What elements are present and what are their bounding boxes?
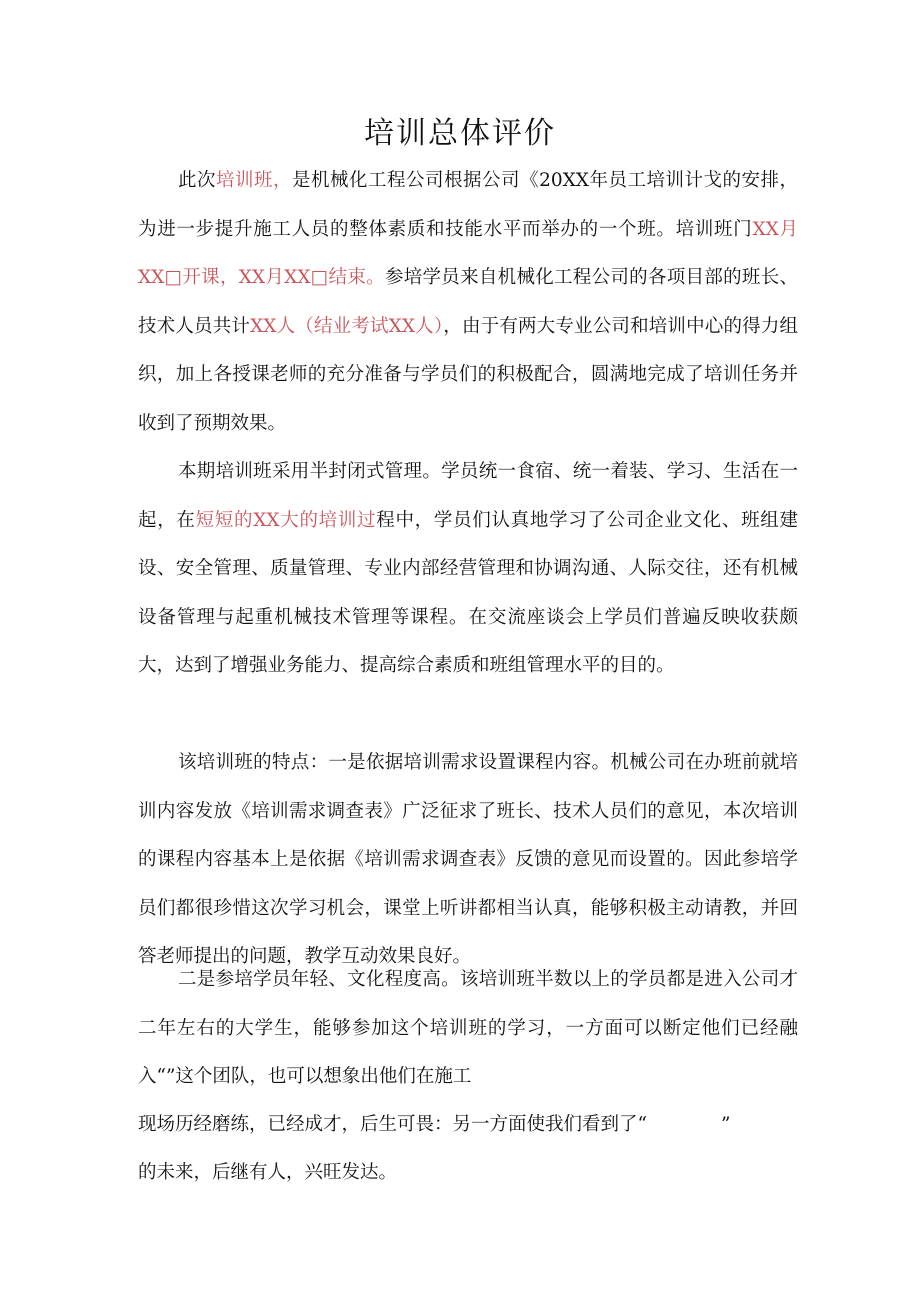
para1-highlight-1: 培训班， — [216, 170, 293, 191]
paragraph-students-line-3: 的未来，后继有人，兴旺发达。 — [138, 1162, 398, 1183]
para2-text-1: 本期培训班采用半封闭式管理。学员统一食宿、统一着装、学习、生活在一起，在 — [138, 461, 798, 531]
para2-text-2: 程中，学员们认真地学习了公司企业文化、班组建设、安全管理、质量管理、专业内部经营管理和协调沟通、人际交往，还有机械设备管理与起重机械技术管理等课程。在交流座谈会上学员们普遍反映收获颇大，达到了增强业务能力、提高综合素质和班组管理水平的目的。 — [138, 509, 798, 676]
paragraph-intro — [138, 157, 798, 448]
para2-highlight-1: 短短的XX大的培训过 — [195, 509, 377, 531]
paragraph-management — [138, 448, 798, 691]
paragraph-features: 该培训班的特点：一是依据培训需求设置课程内容。机械公司在办班前就培训内容发放《培训需求调查表》广泛征求了班长、技术人员们的意见，本次培训的课程内容基本上是依据《培训需求调查表》反馈的意见而设置的。因此参培学员们都很珍惜这次学习机会，课堂上听讲都相当认真，能够积极主动请教，并回答老师提出的问题，教学互动效果良好。 — [138, 752, 798, 967]
para1-text-1: 此次 — [178, 170, 217, 191]
para1-highlight-3: XX人（结业考试XX人） — [250, 315, 444, 337]
paragraph-students-line-2: 现场历经磨练，已经成才，后生可畏：另一方面使我们看到了“ ” — [138, 1114, 731, 1135]
para1-highlight-2: XX月XX□开课，XX月XX□结束。 — [138, 218, 798, 288]
paragraph-students: 二是参培学员年轻、文化程度高。该培训班半数以上的学员都是进入公司才二年左右的大学生，能够参加这个培训班的学习，一方面可以断定他们已经融入“”这个团队，也可以想象出他们在施工 — [138, 969, 798, 1087]
para1-text-2: 是机械化工程公司根据公司《20XX年员工培训计戈的安排，为进一步提升施工人员的整体素质和技能水平而举办的一个班。培训班门 — [138, 170, 798, 240]
para1-text-3: 参培学员来自机械化工程公司的各项目部的班长、技术人员共计 — [138, 267, 798, 337]
document-title: 培训总体评价 — [364, 116, 556, 151]
para1-text-4: ，由于有两大专业公司和培训中心的得力组织，加上各授课老师的充分准备与学员们的积极配合，圆满地完成了培训任务并收到了预期效果。 — [138, 315, 798, 434]
